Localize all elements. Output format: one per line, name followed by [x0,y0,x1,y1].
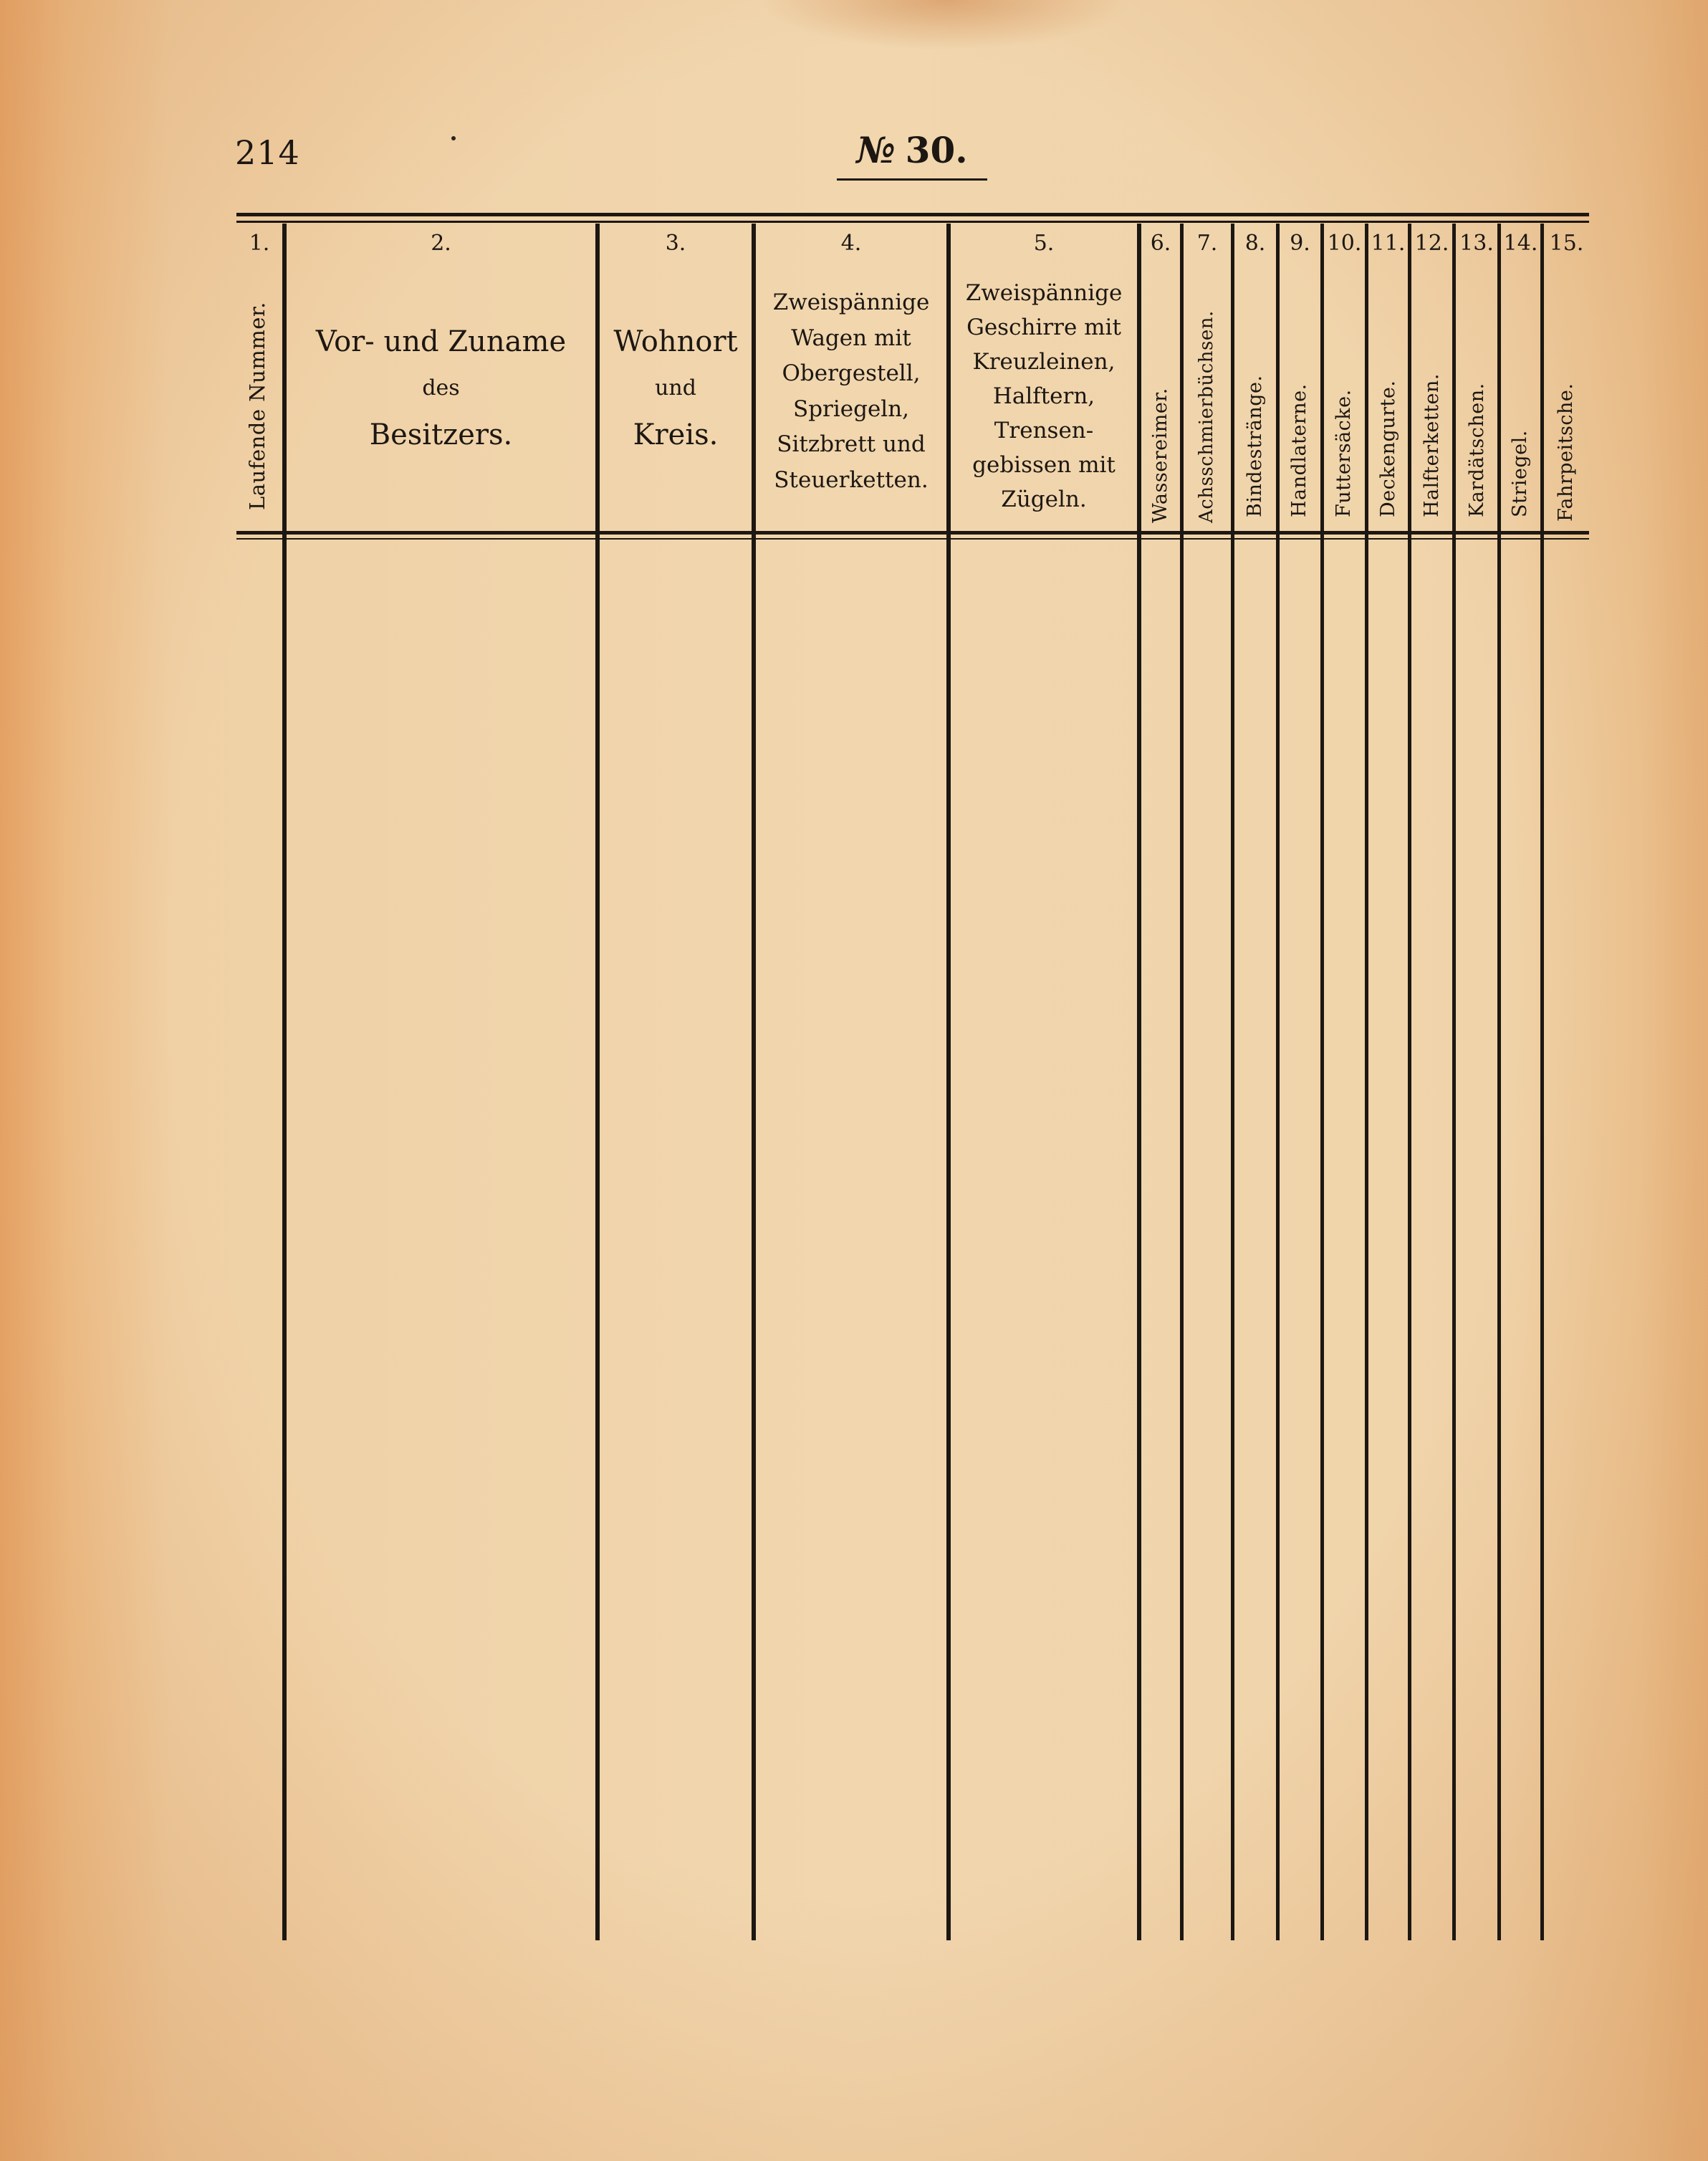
column-header-wagen [756,285,946,499]
table-top-rule [236,213,1589,216]
column-header-fahrpeitsche: Fahrpeitsche. [1555,383,1577,522]
header-line: Kreis. [633,418,719,451]
column-header-handlaterne: Handlaterne. [1288,383,1310,517]
column-divider [282,224,287,1940]
column-header-name [287,315,595,461]
column-divider [1276,224,1280,1940]
column-divider [1540,224,1544,1940]
header-line: Zügeln. [1001,487,1087,513]
header-line: Zweispännige [772,289,930,315]
column-divider [1231,224,1234,1940]
column-divider [1365,224,1368,1940]
column-number-5: 5. [1033,231,1055,256]
column-number-8: 8. [1244,231,1266,256]
header-line: gebissen mit [972,452,1116,479]
header-line: Vor- und Zuname [315,325,567,358]
column-header-kardaetschen: Kardätschen. [1466,383,1488,517]
column-number-3: 3. [665,231,686,256]
column-divider [1408,224,1411,1940]
column-number-13: 13. [1459,231,1494,256]
header-line: des [422,375,460,401]
header-bottom-rule [236,531,1589,535]
column-header-bindestraenge: Bindestränge. [1244,375,1266,517]
column-number-9: 9. [1290,231,1310,256]
column-divider [1452,224,1456,1940]
column-header-wassereimer: Wassereimer. [1149,388,1171,523]
column-number-6: 6. [1150,231,1171,256]
column-header-achsschmierbuechsen: Achsschmierbüchsen. [1196,310,1217,523]
header-line: Obergestell, [782,360,921,387]
header-bottom-rule-thin [236,538,1589,540]
column-header-striegel: Striegel. [1509,430,1531,517]
column-number-14: 14. [1503,231,1538,256]
header-line: Wagen mit [791,325,911,351]
column-header-deckengurte: Deckengurte. [1377,380,1399,517]
column-number-2: 2. [431,231,451,256]
issue-number [837,129,987,181]
header-line: Besitzers. [369,418,513,451]
column-header-halfterketten: Halfterketten. [1421,373,1443,517]
paper-stain [759,0,1132,50]
column-number-15: 15. [1549,231,1584,256]
header-line: und [655,375,696,401]
header-line: Wohnort [613,325,738,358]
page-number: 214 [235,133,300,172]
header-line: Spriegeln, [792,396,910,422]
column-divider [1320,224,1324,1940]
ink-speck [451,136,456,140]
column-number-1: 1. [249,231,270,256]
issue-number-value: 30. [905,129,968,171]
column-number-12: 12. [1414,231,1449,256]
header-line: Geschirre mit [966,315,1121,341]
header-line: Steuerketten. [774,466,929,493]
column-divider [1180,224,1184,1940]
column-number-4: 4. [840,231,862,256]
column-header-wohnort [600,315,752,461]
column-header-laufende-nummer: Laufende Nummer. [245,302,269,510]
column-divider [595,224,600,1940]
header-line: Zweispännige [965,280,1123,306]
column-number-7: 7. [1196,231,1218,256]
column-divider [1137,224,1141,1940]
column-number-11: 11. [1371,231,1406,256]
header-line: Trensen- [994,418,1094,444]
column-header-futtersaecke: Futtersäcke. [1333,389,1355,517]
column-header-geschirre [951,276,1137,517]
header-line: Kreuzleinen, [972,349,1116,375]
column-number-10: 10. [1327,231,1362,256]
header-line: Sitzbrett und [777,431,926,458]
numero-sign: № [856,129,896,171]
header-line: Halftern, [992,383,1095,410]
column-divider [1497,224,1501,1940]
table-top-rule-thin [236,221,1589,223]
